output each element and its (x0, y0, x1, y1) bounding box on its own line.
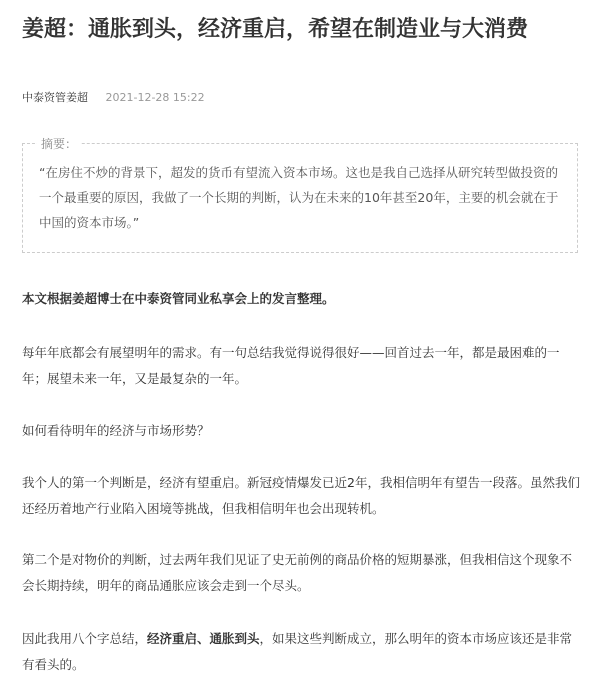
paragraph-prices: 第二个是对物价的判断，过去两年我们见证了史无前例的商品价格的短期暴涨，但我相信这个现象不会长期持续，明年的商品通胀应该会走到一个尽头。 (22, 552, 573, 593)
intro-paragraph: 本文根据姜超博士在中泰资管同业私享会上的发言整理。 (22, 291, 335, 306)
paragraph-economy: 我个人的第一个判断是，经济有望重启。新冠疫情爆发已近2年，我相信明年有望告一段落。虽然我们还经历着地产行业陷入困境等挑战，但我相信明年也会出现转机。 (22, 475, 580, 516)
abstract-box (22, 137, 578, 253)
abstract-label: 摘要： (37, 136, 81, 152)
summary-keywords: 经济重启、通胀到头 (147, 631, 260, 646)
paragraph-summary (22, 626, 582, 678)
author-name[interactable]: 中泰资管姜超 (22, 91, 88, 104)
abstract-text: “在房住不炒的背景下，超发的货币有望流入资本市场。这也是我自己选择从研究转型做投资的一个最重要的原因，我做了一个长期的判断，认为在未来的10年甚至20年，主要的机会就在于中国的资本市场。” (39, 165, 559, 230)
article-title: 姜超：通胀到头，经济重启，希望在制造业与大消费 (22, 17, 529, 42)
summary-text-end: ，如果这些判断成立，那么明年的资本市场应该还是非常有看头的。 (22, 631, 573, 672)
article-meta (22, 90, 205, 106)
publish-date: 2021-12-28 15:22 (105, 91, 205, 104)
summary-text-start: 因此我用八个字总结， (22, 631, 148, 646)
paragraph-question: 如何看待明年的经济与市场形势？ (22, 423, 210, 438)
paragraph-outlook: 每年年底都会有展望明年的需求。有一句总结我觉得说得很好——回首过去一年，都是最困难的一年；展望未来一年，又是最复杂的一年。 (22, 345, 560, 386)
